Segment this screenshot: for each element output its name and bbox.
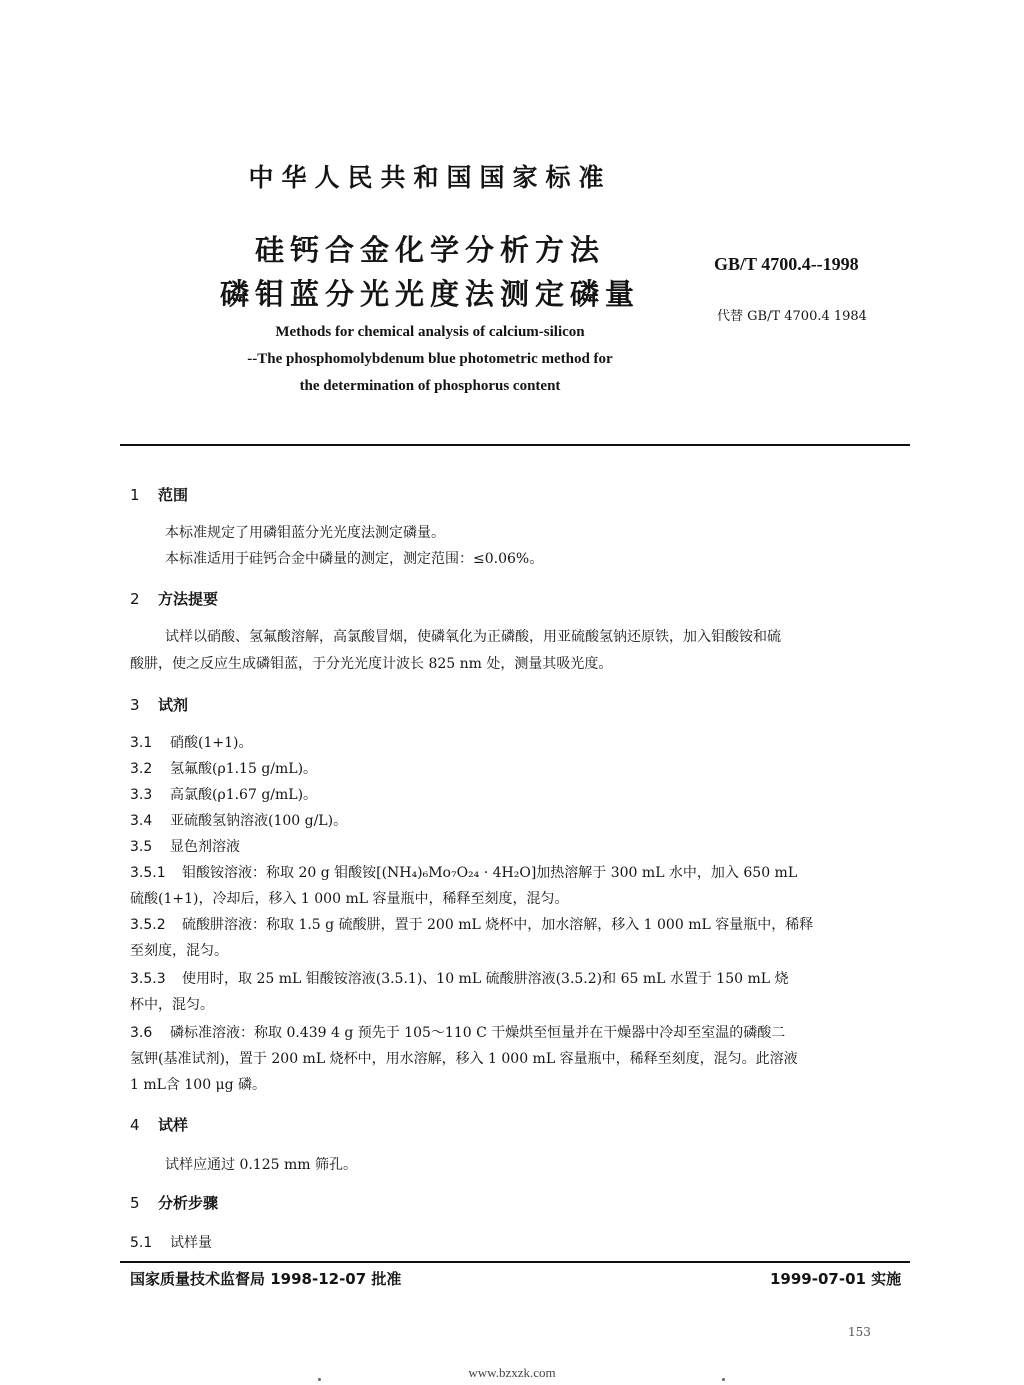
document-title-en-line1: Methods for chemical analysis of calcium-silicon — [275, 324, 585, 340]
section-1-heading — [130, 484, 188, 505]
clause-3-5-2-continued: 至刻度，混匀。 — [130, 943, 228, 959]
section-title: 试剂 — [158, 696, 189, 714]
clause-3-5-3-continued: 杯中，混匀。 — [130, 997, 214, 1013]
document-title-cn-line1: 硅钙合金化学分析方法 — [254, 233, 605, 267]
section-3-heading — [130, 694, 188, 715]
clause-3-1 — [130, 730, 912, 756]
section-4-heading — [130, 1114, 188, 1135]
section-1-paragraph-2: 本标准适用于硅钙合金中磷量的测定，测定范围：≤0.06%。 — [165, 551, 544, 567]
section-number: 2 — [130, 590, 140, 608]
clause-3-5-2 — [130, 912, 912, 938]
website-watermark: www.bzxzk.com — [468, 1365, 556, 1380]
document-title-en-line2: --The phosphomolybdenum blue photometric method for — [247, 351, 613, 367]
clause-3-5-1 — [130, 860, 912, 886]
clause-number: 3.5.3 — [130, 971, 166, 987]
clause-3-2 — [130, 756, 912, 782]
clause-text: 钼酸铵溶液：称取 20 g 钼酸铵[(NH₄)₆Mo₇O₂₄ · 4H₂O]加热溶解于 300 mL 水中，加入 650 mL — [182, 865, 798, 881]
section-5-heading — [130, 1192, 218, 1213]
clause-number: 3.5 — [130, 839, 153, 855]
replaces-standard: 代替 GB/T 4700.4 1984 — [717, 309, 867, 324]
clause-3-5-3 — [130, 966, 912, 992]
scan-speck — [722, 1378, 725, 1381]
clause-text: 试样量 — [170, 1235, 212, 1251]
clause-3-3 — [130, 782, 912, 808]
clause-number: 3.5.2 — [130, 917, 166, 933]
section-2-paragraph-line2: 酸肼，使之反应生成磷钼蓝，于分光光度计波长 825 nm 处，测量其吸光度。 — [130, 656, 613, 672]
implementation-date: 1999-07-01 实施 — [770, 1270, 902, 1288]
section-title: 分析步骤 — [158, 1194, 219, 1212]
clause-3-6-continued-1: 氢钾(基准试剂)，置于 200 mL 烧杯中，用水溶解，移入 1 000 mL 容量瓶中，稀释至刻度，混匀。此溶液 — [130, 1051, 798, 1067]
page-number: 153 — [848, 1325, 871, 1339]
clause-text: 硝酸(1+1)。 — [170, 735, 253, 751]
section-number: 1 — [130, 486, 140, 504]
clause-text: 磷标准溶液：称取 0.439 4 g 预先于 105～110 C 干燥烘至恒量并在干燥器中冷却至室温的磷酸二 — [170, 1025, 786, 1041]
national-standard-heading: 中华人民共和国国家标准 — [248, 163, 612, 192]
clause-3-6 — [130, 1020, 912, 1046]
clause-text: 亚硫酸氢钠溶液(100 g/L)。 — [170, 813, 348, 829]
clause-3-5 — [130, 834, 912, 860]
section-title: 试样 — [158, 1116, 189, 1134]
clause-text: 氢氟酸(ρ1.15 g/mL)。 — [170, 761, 318, 777]
section-2-paragraph-line1: 试样以硝酸、氢氟酸溶解，高氯酸冒烟，使磷氧化为正磷酸，用亚硫酸氢钠还原铁，加入钼酸铵和硫 — [165, 629, 781, 645]
header-divider — [120, 444, 910, 446]
scan-speck — [318, 1378, 321, 1381]
clause-number: 3.4 — [130, 813, 153, 829]
clause-number: 3.2 — [130, 761, 153, 777]
section-title: 方法提要 — [158, 590, 219, 608]
section-4-paragraph: 试样应通过 0.125 mm 筛孔。 — [165, 1157, 357, 1173]
section-2-heading — [130, 588, 218, 609]
clause-number: 3.3 — [130, 787, 153, 803]
clause-3-5-1-continued: 硫酸(1+1)，冷却后，移入 1 000 mL 容量瓶中，稀释至刻度，混匀。 — [130, 891, 569, 907]
section-number: 5 — [130, 1194, 140, 1212]
section-title: 范围 — [158, 486, 189, 504]
clause-number: 5.1 — [130, 1235, 153, 1251]
clause-text: 硫酸肼溶液：称取 1.5 g 硫酸肼，置于 200 mL 烧杯中，加水溶解，移入 1 000 mL 容量瓶中，稀释 — [182, 917, 814, 933]
approval-statement: 国家质量技术监督局 1998-12-07 批准 — [130, 1270, 402, 1288]
section-number: 3 — [130, 696, 140, 714]
clause-text: 高氯酸(ρ1.67 g/mL)。 — [170, 787, 318, 803]
clause-text: 使用时，取 25 mL 钼酸铵溶液(3.5.1)、10 mL 硫酸肼溶液(3.5.2)和 65 mL 水置于 150 mL 烧 — [182, 971, 789, 987]
standard-code: GB/T 4700.4--1998 — [714, 254, 859, 274]
footer-divider — [120, 1261, 910, 1263]
clause-3-4 — [130, 808, 912, 834]
clause-text: 显色剂溶液 — [170, 839, 240, 855]
document-title-en-line3: the determination of phosphorus content — [299, 378, 561, 394]
clause-number: 3.1 — [130, 735, 153, 751]
section-number: 4 — [130, 1116, 140, 1134]
document-title-cn-line2: 磷钼蓝分光光度法测定磷量 — [219, 277, 640, 311]
clause-number: 3.5.1 — [130, 865, 166, 881]
clause-5-1 — [130, 1230, 912, 1256]
clause-number: 3.6 — [130, 1025, 153, 1041]
section-1-paragraph-1: 本标准规定了用磷钼蓝分光光度法测定磷量。 — [165, 525, 445, 541]
clause-3-6-continued-2: 1 mL含 100 μg 磷。 — [130, 1077, 267, 1093]
